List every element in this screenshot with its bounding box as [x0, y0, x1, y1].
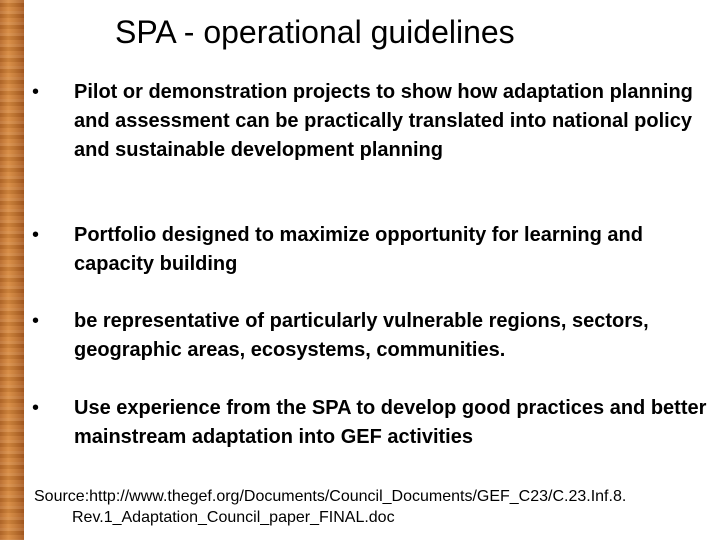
bullet-text: Pilot or demonstration projects to show how adaptation planning and assessment can be practically translated into national policy and sustainable development planning — [74, 81, 693, 161]
slide-title: SPA - operational guidelines — [115, 14, 515, 50]
bullet-text: Use experience from the SPA to develop good practices and better mainstream adaptation into GEF activities — [74, 397, 707, 448]
source-citation — [34, 486, 718, 528]
bullet-text: be representative of particularly vulnerable regions, sectors, geographic areas, ecosystems, communities. — [74, 310, 649, 361]
bullet-dot-icon: • — [32, 224, 40, 246]
bullet-dot-icon: • — [32, 81, 40, 103]
source-line-2: Rev.1_Adaptation_Council_paper_FINAL.doc — [72, 509, 395, 526]
source-line-1: Source:http://www.thegef.org/Documents/Council_Documents/GEF_C23/C.23.Inf.8. — [34, 488, 627, 505]
bullet-dot-icon: • — [32, 397, 40, 419]
slide-content — [24, 0, 720, 540]
bullet-dot-icon: • — [32, 310, 40, 332]
bullet-text: Portfolio designed to maximize opportunity for learning and capacity building — [74, 224, 643, 275]
wood-side-strip — [0, 0, 24, 540]
